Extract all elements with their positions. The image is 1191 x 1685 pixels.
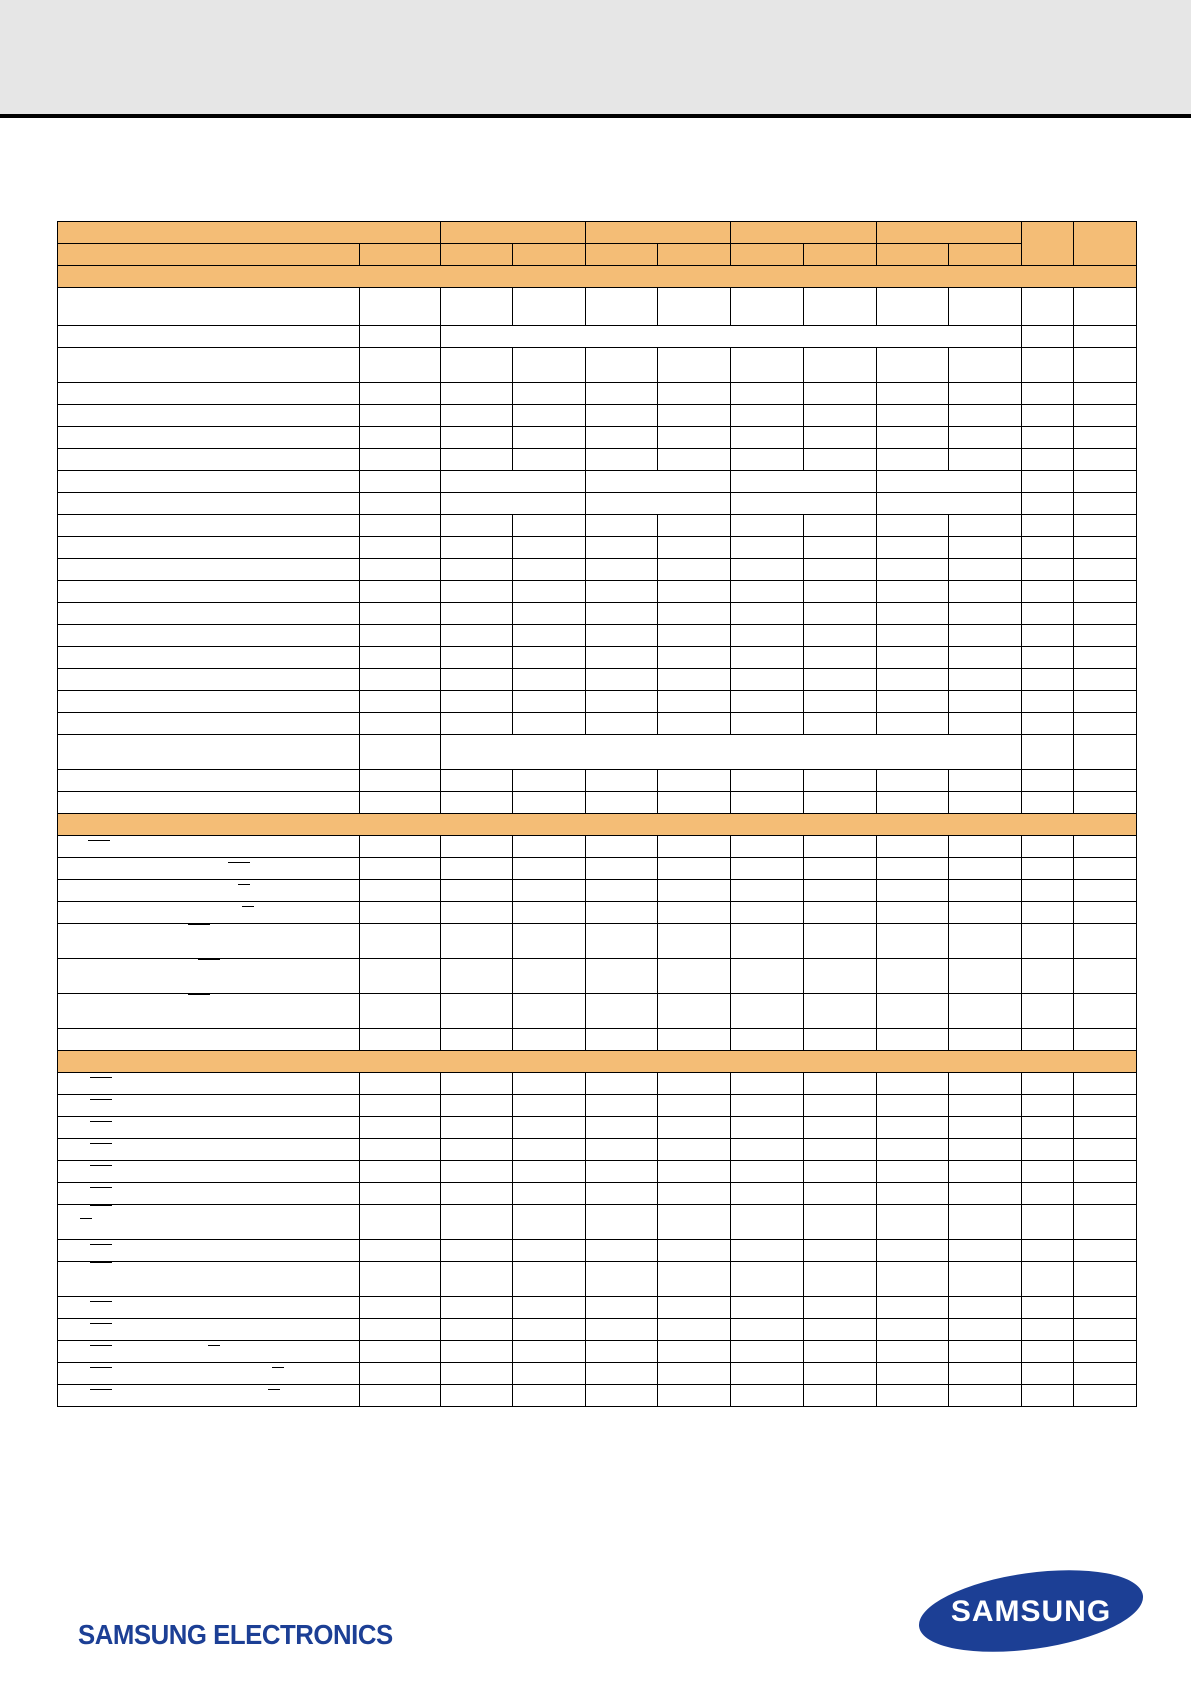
table-row xyxy=(58,770,1137,792)
table-row xyxy=(58,858,1137,880)
overline-mark xyxy=(90,1389,112,1399)
table-row xyxy=(58,792,1137,814)
table-row xyxy=(58,1073,1137,1095)
header-rule xyxy=(0,114,1191,118)
overline-mark xyxy=(238,884,250,894)
table-row xyxy=(58,625,1137,647)
overline-mark xyxy=(90,1099,112,1109)
table-row xyxy=(58,1183,1137,1205)
overline-mark xyxy=(90,1367,112,1377)
table-row xyxy=(58,713,1137,735)
table-row xyxy=(58,902,1137,924)
table-row xyxy=(58,471,1137,493)
table-row xyxy=(58,1262,1137,1297)
overline-mark xyxy=(90,1262,112,1272)
table-row xyxy=(58,836,1137,858)
overline-mark xyxy=(90,1323,112,1333)
table-row xyxy=(58,1139,1137,1161)
overline-mark xyxy=(228,862,250,872)
table-row xyxy=(58,1029,1137,1051)
table-row xyxy=(58,405,1137,427)
section-row xyxy=(58,266,1137,288)
overline-mark xyxy=(198,959,220,969)
table-row xyxy=(58,288,1137,326)
logo-text: SAMSUNG xyxy=(950,1595,1112,1628)
overline-mark xyxy=(90,1143,112,1153)
table-subheader-row xyxy=(58,244,1137,266)
table-row xyxy=(58,669,1137,691)
overline-mark xyxy=(90,1301,112,1311)
table-row xyxy=(58,581,1137,603)
overline-mark xyxy=(188,994,210,1004)
table-row xyxy=(58,1095,1137,1117)
table-row xyxy=(58,880,1137,902)
section-row xyxy=(58,1051,1137,1073)
table-row xyxy=(58,383,1137,405)
table-row xyxy=(58,1341,1137,1363)
table-row xyxy=(58,326,1137,348)
table-row xyxy=(58,1363,1137,1385)
table-row xyxy=(58,691,1137,713)
overline-mark xyxy=(90,1165,112,1175)
overline-mark xyxy=(268,1389,280,1399)
table-row xyxy=(58,1240,1137,1262)
spec-table xyxy=(57,221,1137,1407)
overline-mark xyxy=(90,1205,112,1215)
table-row xyxy=(58,493,1137,515)
overline-mark xyxy=(272,1367,284,1377)
table-row xyxy=(58,537,1137,559)
table-row xyxy=(58,348,1137,383)
table-row xyxy=(58,1205,1137,1240)
table-row xyxy=(58,449,1137,471)
overline-mark xyxy=(90,1187,112,1197)
overline-mark xyxy=(90,1077,112,1087)
overline-mark xyxy=(90,1121,112,1131)
overline-mark xyxy=(90,1244,112,1254)
table-row xyxy=(58,1319,1137,1341)
table-row xyxy=(58,924,1137,959)
section-row xyxy=(58,814,1137,836)
overline-mark xyxy=(90,1345,112,1355)
table-row xyxy=(58,1297,1137,1319)
table-row xyxy=(58,559,1137,581)
table-row xyxy=(58,515,1137,537)
page-header-band xyxy=(0,0,1191,114)
overline-mark xyxy=(88,840,110,850)
table-header-row xyxy=(58,222,1137,244)
table-row xyxy=(58,647,1137,669)
table-row xyxy=(58,735,1137,770)
table-row xyxy=(58,994,1137,1029)
table-row xyxy=(58,1385,1137,1407)
overline-mark xyxy=(208,1345,220,1355)
table-row xyxy=(58,427,1137,449)
overline-mark xyxy=(242,906,254,916)
table-row xyxy=(58,603,1137,625)
table-row xyxy=(58,1161,1137,1183)
table-row xyxy=(58,1117,1137,1139)
brand-name: SAMSUNG ELECTRONICS xyxy=(78,1619,393,1650)
overline-mark xyxy=(188,924,210,934)
overline-mark xyxy=(80,1218,92,1228)
table-row xyxy=(58,959,1137,994)
samsung-logo xyxy=(916,1568,1146,1654)
